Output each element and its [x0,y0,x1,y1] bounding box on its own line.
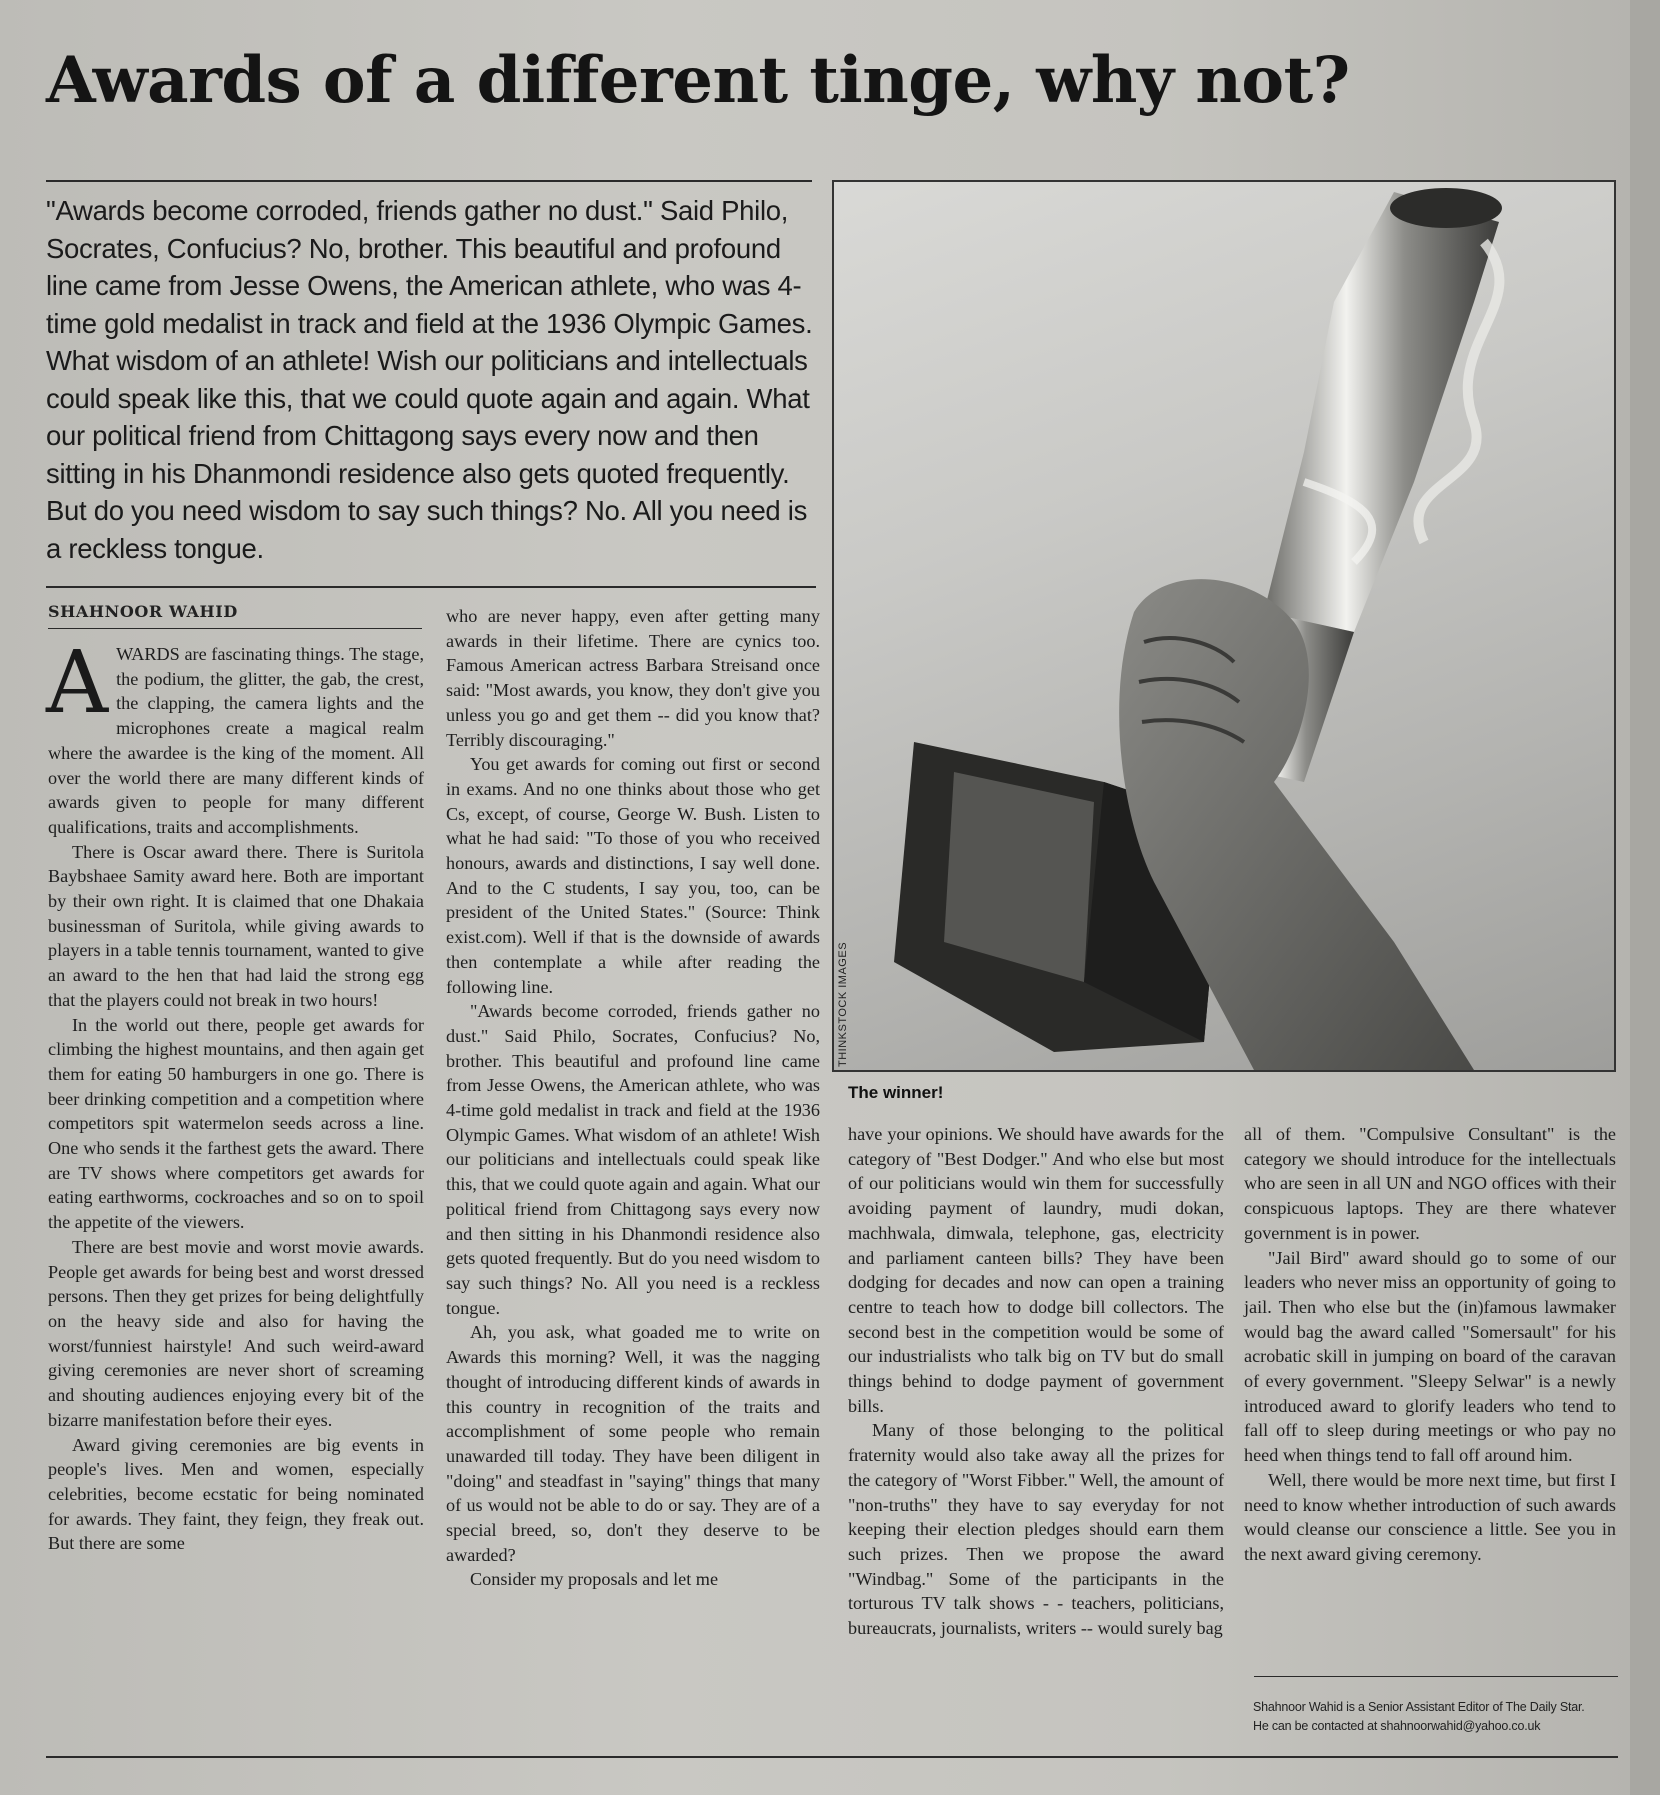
page-edge-shadow [1630,0,1660,1795]
photo-credit-text: THINKSTOCK IMAGES [837,941,849,1067]
photo-caption: The winner! [848,1083,944,1102]
article-column-1 [46,633,424,1556]
trophy-photo [832,180,1616,1072]
paragraph: "Jail Bird" award should go to some of our leaders who never miss an opportunity of going to jail. Then who else but the (in)famous lawmaker would bag the award called "Somersault" for his acrobatic skill in jumping on board of the caravan of every government. "Sleepy Selwar" is a newly introduced award to glorify leaders who tend to fall off to sleep during meetings or who pay no heed when things tend to fall off around him. [1244,1247,1616,1466]
paragraph: "Awards become corroded, friends gather no dust." Said Philo, Socrates, Confucius? No, brother. This beautiful and profound line came from Jesse Owens, the American athlete, who was 4-time gold medalist in track and field at the 1936 Olympic Games. What wisdom of an athlete! Wish our politicians and intellectuals could speak like this, that we could quote again and again. What our political friend from Chittagong says every now and then sitting in his Dhanmondi residence also gets quoted frequently. But do you need wisdom to say such things? No. All you need is a reckless tongue. [446,1001,820,1318]
paragraph: You get awards for coming out first or second in exams. And no one thinks about those who get Cs, except, of course, George W. Bush. Listen to what he had said: "To those of you who received honours, awards and distinctions, I say well done. And to the C students, I say you, too, can be president of the United States." (Source: Think exist.com). Well if that is the downside of awards then contemplate a while after reading the following line. [446,754,820,997]
paragraph: Ah, you ask, what goaded me to write on Awards this morning? Well, it was the nagging thought of introducing different kinds of awards in this country in recognition of the traits and accomplishment of some people who remain unawarded till today. They have been diligent in "doing" and steadfast in "saying" things that many of us would not be able to do or say. They are of a special breed, so, don't they deserve to be awarded? [446,1322,820,1565]
standfirst-bottom-rule [46,586,816,588]
paragraph: Consider my proposals and let me [470,1569,719,1590]
headline: Awards of a different tinge, why not? [46,43,1350,118]
standfirst-top-rule [46,180,812,182]
bio-rule [1254,1676,1618,1677]
trophy-hand-illustration [834,182,1614,1070]
author-bio [1253,1698,1633,1736]
paragraph: all of them. "Compulsive Consultant" is the category we should introduce for the intellectuals who are seen in all UN and NGO offices with their conspicuous laptops. They are there whatever government is in power. [1244,1124,1616,1243]
paragraph: There is Oscar award there. There is Suritola Baybshaee Samity award here. Both are important by their own right. It is claimed that one Dhakaia businessman of Suritola, while giving awards to players in a table tennis tournament, wanted to give an award to the hen that had laid the strong egg that the players could not break in two hours! [48,841,424,1010]
paragraph: In the world out there, people get awards for climbing the highest mountains, and then again get them for eating 50 hamburgers in one go. There is beer drinking competition and a competition where competitors spit watermelon seeds across a line. One who sends it the farthest gets the award. There are TV shows where competitors get awards for eating earthworms, cockroaches and so on to spoil the appetite of the viewers. [48,1014,424,1233]
paragraph-text: WARDS are fascinating things. The stage, the podium, the glitter, the gab, the crest, the clapping, the camera lights and the microphones create a magical realm where the awardee is the king of the moment. All over the world there are many different kinds of awards given to people for many different qualifications, traits and accomplishments. [48,644,424,837]
paragraph: have your opinions. We should have awards for the category of "Best Dodger." And who else but most of our politicians would win them for successfully avoiding payment of laundry, mudi dokan, machhwala, dimwala, telephone, gas, electricity and parliament canteen bills? They have been dodging for decades and now can open a training centre to teach how to dodge bill collectors. The second best in the competition would be some of our industrialists who talk big on TV but do small things behind to dodge payment of government bills. [848,1124,1224,1416]
byline-rule [48,628,422,629]
paragraph: There are best movie and worst movie awards. People get awards for being best and worst dressed persons. Then they get prizes for being delightfully on the heavy side and also for having the worst/funniest hairstyle! And such weird-award giving ceremonies are never short of screaming and shouting audiences enjoying every bit of the bizarre manifestation before their eyes. [48,1236,424,1430]
standfirst: "Awards become corroded, friends gather no dust." Said Philo, Socrates, Confucius? No, brother. This beautiful and profound line came from Jesse Owens, the American athlete, who was 4-time gold medalist in track and field at the 1936 Olympic Games. What wisdom of an athlete! Wish our politicians and intellectuals could speak like this, that we could quote again and again. What our political friend from Chittagong says every now and then sitting in his Dhanmondi residence also gets quoted frequently. But do you need wisdom to say such things? No. All you need is a reckless tongue. [46,195,813,564]
paragraph: who are never happy, even after getting many awards in their lifetime. There are cynics too. Famous American actress Barbara Streisand once said: "Most awards, you know, they don't give you unless you go and get them -- did you know that? Terribly discouraging." [446,606,820,750]
author-bio-line: Shahnoor Wahid is a Senior Assistant Editor of The Daily Star. [1253,1700,1585,1714]
byline: SHAHNOOR WAHID [48,602,238,621]
page-bottom-rule [46,1756,1618,1758]
article-column-3 [848,1122,1224,1641]
article-column-4 [1244,1122,1616,1567]
author-contact-line: He can be contacted at shahnoorwahid@yahoo.co.uk [1253,1719,1541,1733]
paragraph: Many of those belonging to the political fraternity would also take away all the prizes for the category of "Worst Fibber." Well, the amount of "non-truths" they have to say everyday for not keeping their election pledges should earn them such prizes. Then we propose the award "Windbag." Some of the participants in the torturous TV talk shows - - teachers, politicians, bureaucrats, journalists, writers -- would surely bag [848,1420,1224,1639]
drop-cap: A [46,633,109,733]
paragraph [46,633,424,840]
photo-credit [832,940,854,1070]
article-column-2 [446,604,820,1592]
paragraph: Award giving ceremonies are big events in people's lives. Men and women, especially celebrities, become ecstatic for being nominated for awards. They faint, they feign, they freak out. But there are some [48,1434,424,1554]
paragraph: Well, there would be more next time, but first I need to know whether introduction of such awards would cleanse our conscience a little. See you in the next award giving ceremony. [1244,1469,1616,1564]
